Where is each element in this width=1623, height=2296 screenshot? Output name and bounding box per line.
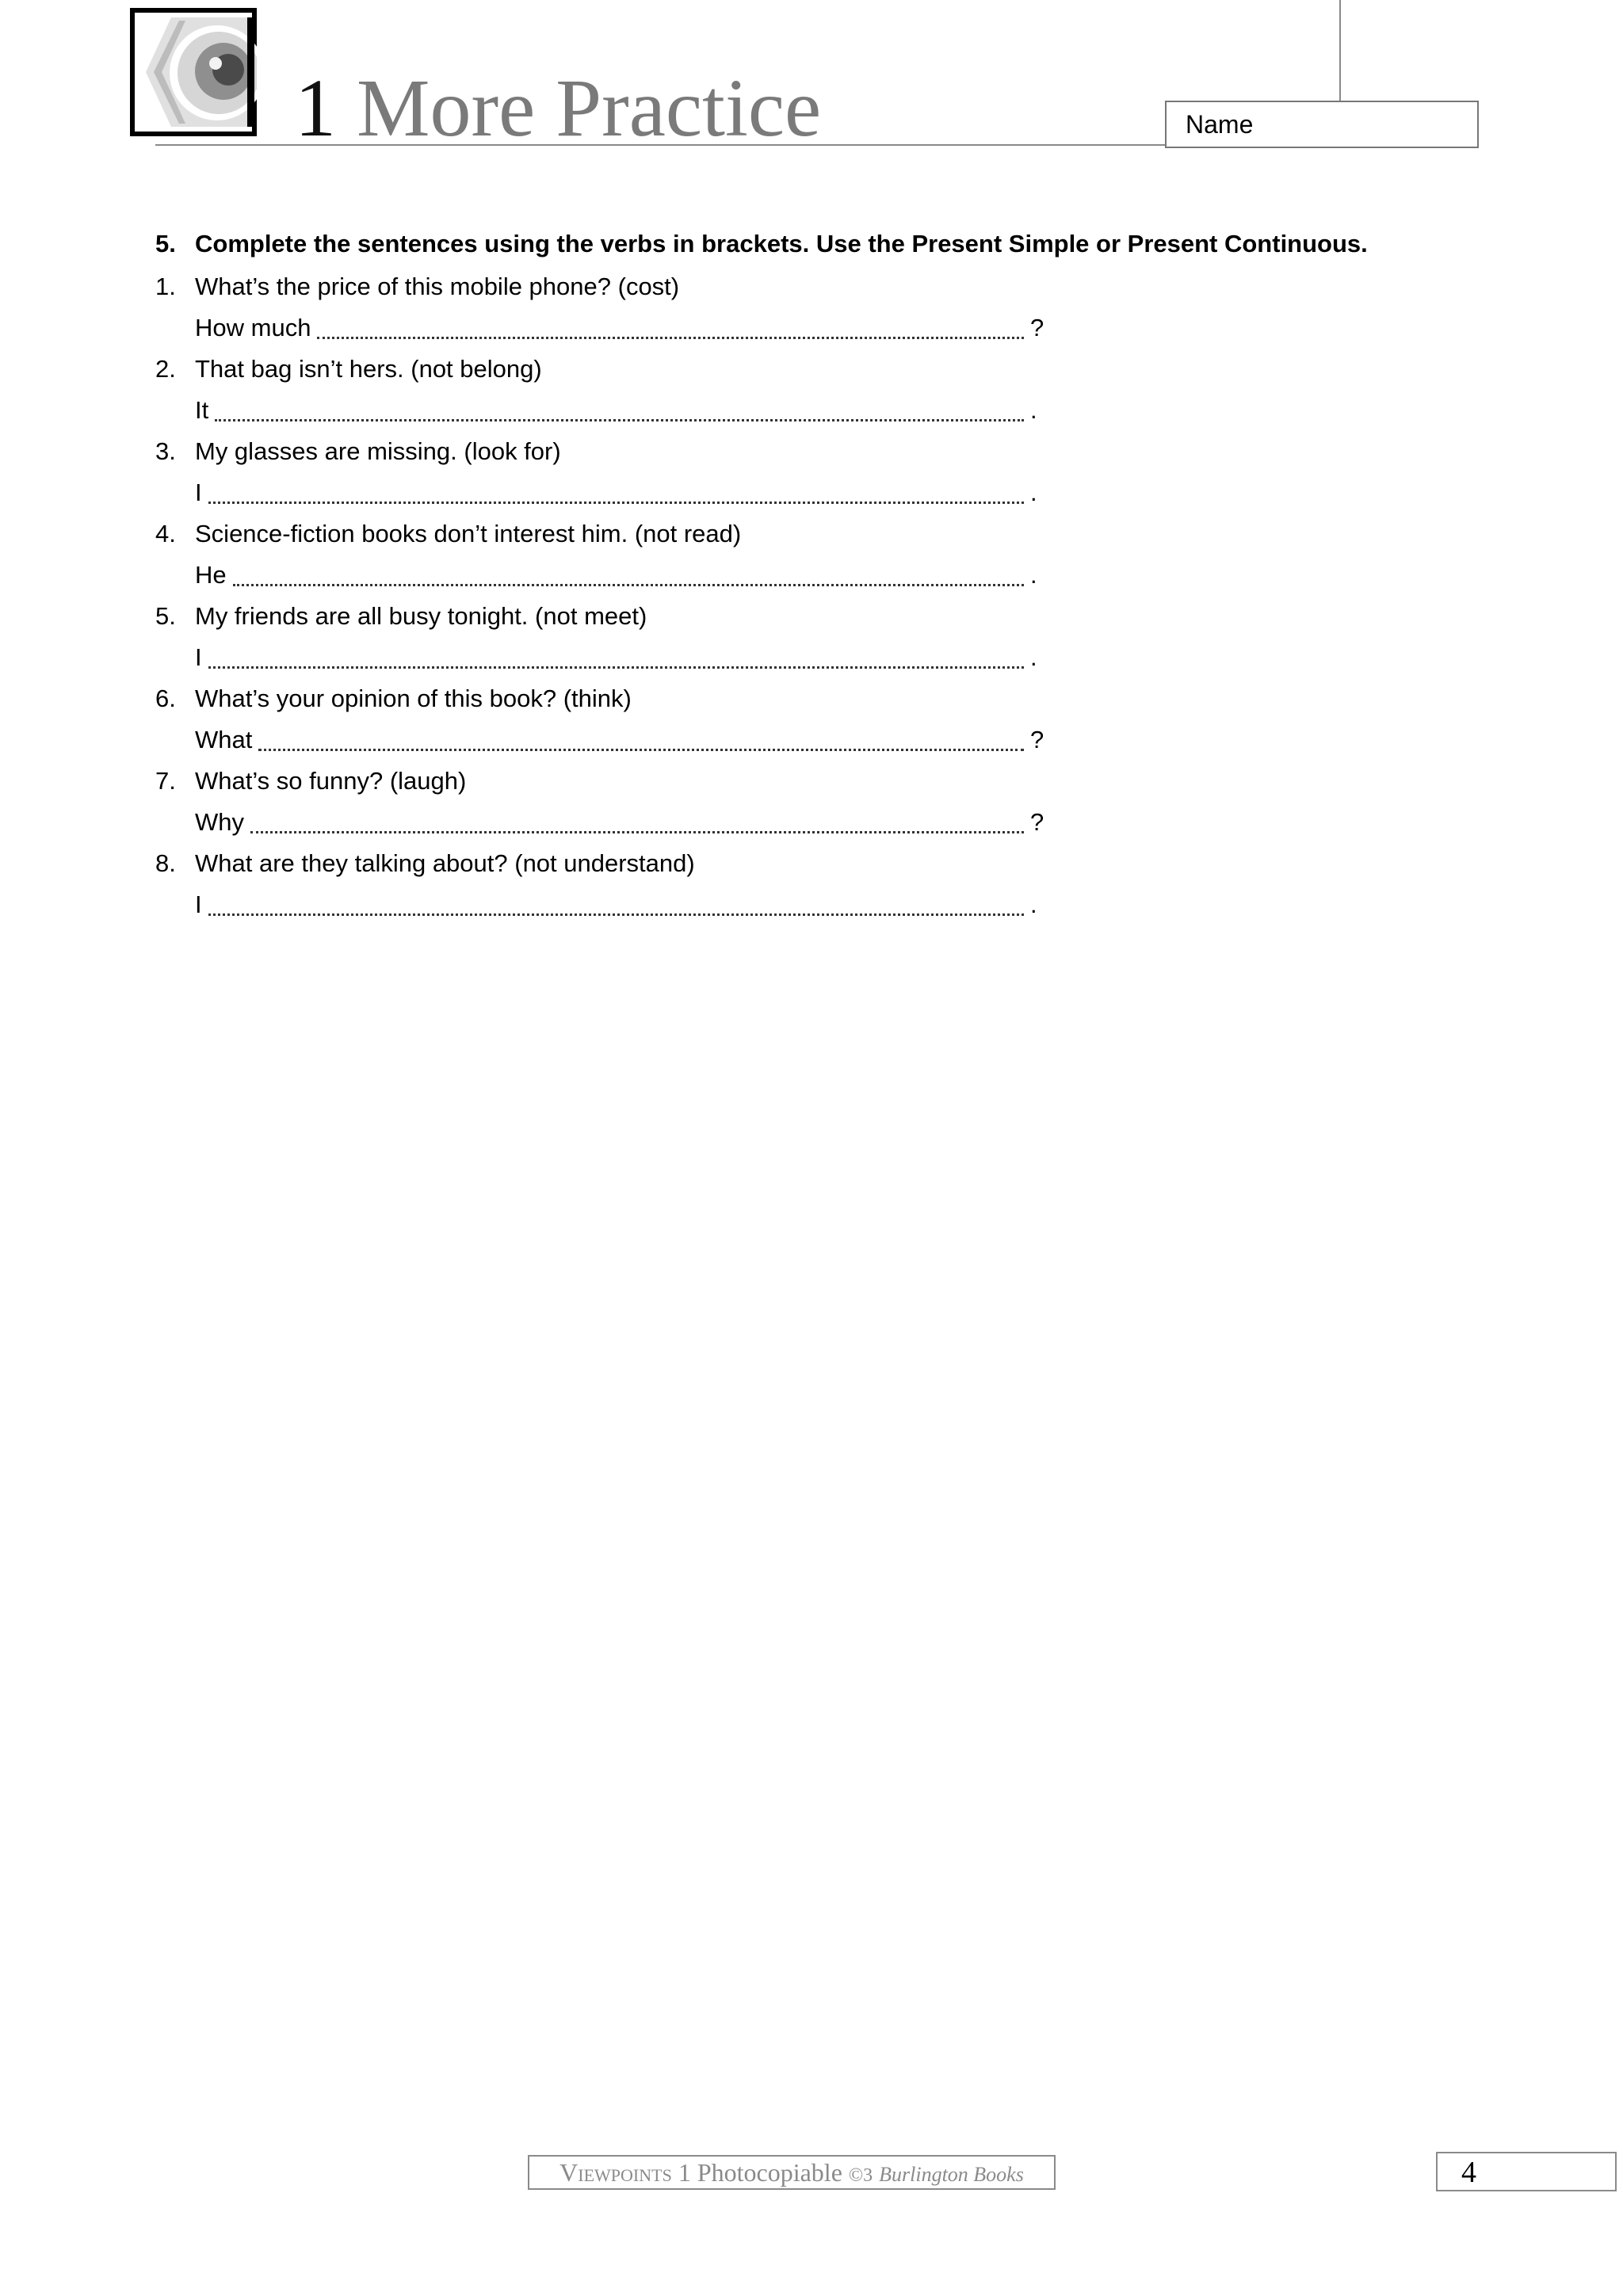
answer-line[interactable] — [155, 390, 1106, 431]
answer-blank[interactable] — [258, 710, 1024, 751]
item-number: 1. — [155, 273, 176, 300]
item-number: 5. — [155, 602, 176, 630]
answer-end-punctuation: . — [1030, 479, 1037, 506]
answer-end-punctuation: . — [1030, 891, 1037, 918]
answer-blank[interactable] — [233, 545, 1024, 586]
exercise-list — [155, 266, 1106, 925]
answer-lead: He — [195, 561, 227, 589]
item-question: My glasses are missing. (look for) — [195, 437, 561, 465]
item-number: 2. — [155, 355, 176, 383]
answer-end-punctuation: ? — [1030, 808, 1044, 836]
exercise-instruction — [155, 225, 1368, 263]
unit-title-text: More Practice — [357, 63, 822, 154]
answer-blank[interactable] — [208, 875, 1024, 916]
item-question: What are they talking about? (not understand) — [195, 849, 695, 877]
footer-copyright: © — [848, 2165, 864, 2186]
item-question: Science-fiction books don’t interest him. (not read) — [195, 520, 742, 547]
item-question: What’s your opinion of this book? (think) — [195, 685, 632, 712]
name-label: Name — [1186, 110, 1254, 139]
answer-lead: How much — [195, 314, 311, 341]
answer-line[interactable] — [155, 719, 1106, 761]
answer-lead: Why — [195, 808, 244, 836]
answer-lead: I — [195, 479, 202, 506]
answer-line[interactable] — [155, 884, 1106, 925]
exercise-number: 5. — [155, 230, 176, 257]
exercise-instruction-text: Complete the sentences using the verbs in brackets. Use the Present Simple or Present Continuous. — [195, 230, 1368, 257]
item-question: What’s the price of this mobile phone? (cost) — [195, 273, 680, 300]
answer-blank[interactable] — [250, 792, 1024, 833]
answer-lead: It — [195, 396, 209, 424]
answer-end-punctuation: . — [1030, 561, 1037, 589]
item-question: That bag isn’t hers. (not belong) — [195, 355, 542, 383]
answer-line[interactable] — [155, 307, 1106, 349]
answer-blank[interactable] — [208, 463, 1024, 504]
footer-credit — [528, 2155, 1056, 2190]
answer-end-punctuation: ? — [1030, 314, 1044, 341]
item-number: 6. — [155, 685, 176, 712]
answer-line[interactable] — [155, 637, 1106, 678]
answer-lead: I — [195, 891, 202, 918]
item-question: What’s so funny? (laugh) — [195, 767, 467, 795]
unit-number: 1 — [295, 63, 336, 154]
footer-photocopiable: Photocopiable — [697, 2158, 842, 2187]
answer-end-punctuation: ? — [1030, 726, 1044, 753]
answer-blank[interactable] — [215, 380, 1024, 421]
page-number: 4 — [1436, 2152, 1617, 2191]
answer-end-punctuation: . — [1030, 643, 1037, 671]
answer-end-punctuation: . — [1030, 396, 1037, 424]
answer-blank[interactable] — [208, 627, 1024, 669]
item-number: 7. — [155, 767, 176, 795]
footer-year: 3 — [863, 2165, 873, 2186]
answer-line[interactable] — [155, 555, 1106, 596]
answer-lead: What — [195, 726, 253, 753]
answer-line[interactable] — [155, 802, 1106, 843]
footer-publisher: Burlington Books — [879, 2163, 1024, 2186]
item-number: 8. — [155, 849, 176, 877]
answer-blank[interactable] — [317, 298, 1024, 339]
name-field[interactable] — [1165, 101, 1479, 148]
item-number: 4. — [155, 520, 176, 547]
answer-line[interactable] — [155, 472, 1106, 513]
unit-title — [295, 57, 821, 160]
unit-logo-icon — [130, 8, 257, 136]
item-question: My friends are all busy tonight. (not meet) — [195, 602, 647, 630]
answer-lead: I — [195, 643, 202, 671]
footer-level: 1 — [678, 2158, 691, 2187]
footer-series: Viewpoints — [559, 2158, 672, 2187]
item-number: 3. — [155, 437, 176, 465]
